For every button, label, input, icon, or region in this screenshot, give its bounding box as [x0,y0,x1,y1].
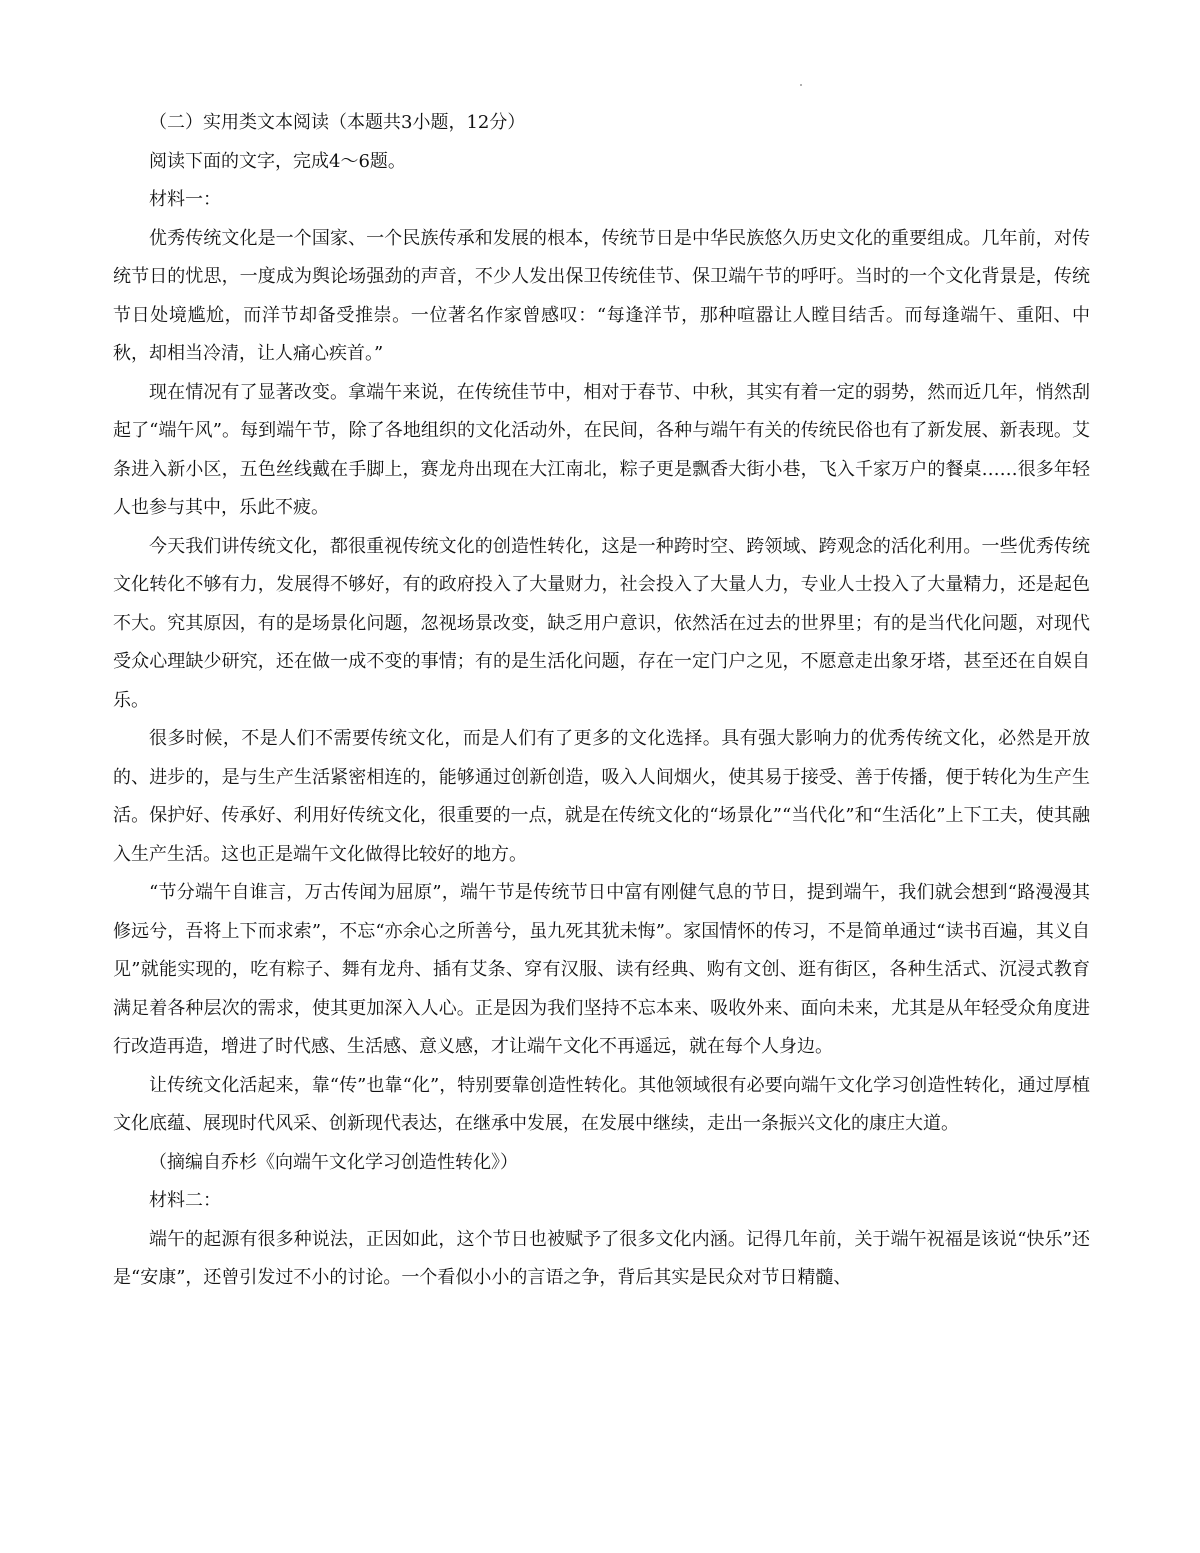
material2-paragraph-1: 端午的起源有很多种说法，正因如此，这个节日也被赋予了很多文化内涵。记得几年前，关于端午祝福是该说“快乐”还是“安康”，还曾引发过不小的讨论。一个看似小小的言语之争，背后其实是民众对节日精髓、 [113,1228,1090,1288]
material1-label: 材料一： [149,189,221,210]
source-note: （摘编自乔杉《向端午文化学习创造性转化》） [149,1151,518,1173]
document-page [113,104,1090,1298]
material1-paragraph-5: “节分端午自谁言，万古传闻为屈原”，端午节是传统节日中富有刚健气息的节日，提到端午，我们就会想到“路漫漫其修远兮，吾将上下而求索”，不忘“亦余心之所善兮，虽九死其犹未悔”。家国情怀的传习，不是简单通过“读书百遍，其义自见”就能实现的，吃有粽子、舞有龙舟、插有艾条、穿有汉服、读有经典、购有文创、逛有街区，各种生活式、沉浸式教育满足着各种层次的需求，使其更加深入人心。正是因为我们坚持不忘本来、吸收外来、面向未来，尤其是从年轻受众角度进行改造再造，增进了时代感、生活感、意义感，才让端午文化不再遥远，就在每个人身边。 [113,882,1090,1057]
instruction-text: 阅读下面的文字，完成4～6题。 [149,150,406,172]
material1-paragraph-4: 很多时候，不是人们不需要传统文化，而是人们有了更多的文化选择。具有强大影响力的优秀传统文化，必然是开放的、进步的，是与生产生活紧密相连的，能够通过创新创造，吸入人间烟火，使其易于接受、善于传播，便于转化为生产生活。保护好、传承好、利用好传统文化，很重要的一点，就是在传统文化的“场景化”“当代化”和“生活化”上下工夫，使其融入生产生活。这也正是端午文化做得比较好的地方。 [113,728,1090,865]
section-header: （二）实用类文本阅读（本题共3小题，12分） [149,112,526,133]
material1-paragraph-3: 今天我们讲传统文化，都很重视传统文化的创造性转化，这是一种跨时空、跨领域、跨观念的活化利用。一些优秀传统文化转化不够有力，发展得不够好，有的政府投入了大量财力，社会投入了大量人力，专业人士投入了大量精力，还是起色不大。究其原因，有的是场景化问题，忽视场景改变，缺乏用户意识，依然活在过去的世界里；有的是当代化问题，对现代受众心理缺少研究，还在做一成不变的事情；有的是生活化问题，存在一定门户之见，不愿意走出象牙塔，甚至还在自娱自乐。 [113,535,1090,711]
scan-dot [800,84,802,86]
material1-paragraph-2: 现在情况有了显著改变。拿端午来说，在传统佳节中，相对于春节、中秋，其实有着一定的弱势，然而近几年，悄然刮起了“端午风”。每到端午节，除了各地组织的文化活动外，在民间，各种与端午有关的传统民俗也有了新发展、新表现。艾条进入新小区，五色丝线戴在手脚上，赛龙舟出现在大江南北，粽子更是飘香大街小巷，飞入千家万户的餐桌……很多年轻人也参与其中，乐此不疲。 [113,381,1090,518]
material1-paragraph-6: 让传统文化活起来，靠“传”也靠“化”，特别要靠创造性转化。其他领域很有必要向端午文化学习创造性转化，通过厚植文化底蕴、展现时代风采、创新现代表达，在继承中发展，在发展中继续，走出一条振兴文化的康庄大道。 [113,1074,1090,1134]
material2-label: 材料二： [149,1190,221,1211]
material1-paragraph-1: 优秀传统文化是一个国家、一个民族传承和发展的根本，传统节日是中华民族悠久历史文化的重要组成。几年前，对传统节日的忧思，一度成为舆论场强劲的声音，不少人发出保卫传统佳节、保卫端午节的呼吁。当时的一个文化背景是，传统节日处境尴尬，而洋节却备受推崇。一位著名作家曾感叹：“每逢洋节，那种喧嚣让人瞠目结舌。而每逢端午、重阳、中秋，却相当冷清，让人痛心疾首。” [113,227,1090,364]
